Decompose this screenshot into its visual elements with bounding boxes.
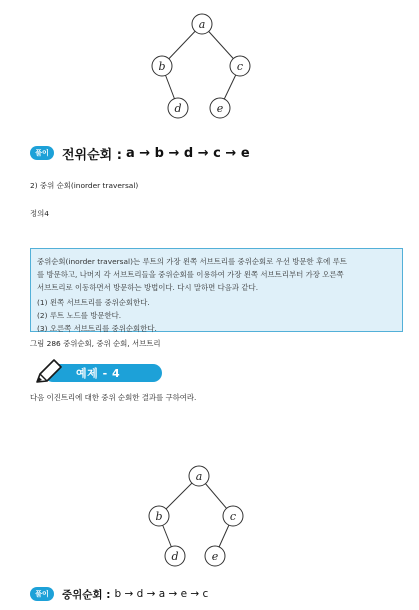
example-title: 예제 - 4 (76, 367, 121, 380)
tree-node-a (189, 466, 209, 486)
pencil-icon (34, 358, 64, 386)
node-label: c (229, 510, 237, 523)
tree-node-b (149, 506, 169, 526)
node-label: a (195, 470, 203, 483)
preorder-sequence: a → b → d → c → e (125, 145, 250, 161)
binary-tree-diagram-2 (137, 460, 267, 578)
preorder-result (30, 144, 250, 162)
preorder-label: 전위순회 : (62, 147, 122, 163)
definition-item: (2) 루트 노드를 방문한다. (37, 311, 122, 320)
definition-item: (1) 왼쪽 서브트리를 중위순회한다. (37, 298, 150, 307)
node-label: d (171, 550, 179, 563)
example-banner (34, 358, 164, 384)
tree-node-a (192, 14, 212, 34)
node-label: e (216, 102, 224, 115)
tree-node-d (168, 98, 188, 118)
definition-line: 중위순회(inorder traversal)는 루트의 가장 왼쪽 서브트리를 중위순회로 우선 방문한 후에 루트 (37, 257, 347, 266)
tree-node-d (165, 546, 185, 566)
definition-box (30, 248, 403, 332)
inorder-label: 중위순회 : (62, 588, 111, 601)
node-label: c (236, 60, 244, 73)
definition-label: 정의4 (30, 209, 49, 218)
node-label: b (158, 60, 166, 73)
figure-caption: 그림 286 중위순회, 중위 순회, 서브트리 (30, 339, 161, 348)
node-label: e (211, 550, 219, 563)
definition-item: (3) 오른쪽 서브트리를 중위순회한다. (37, 324, 157, 333)
tree-node-e (205, 546, 225, 566)
section-heading: 2) 중위 순회(inorder traversal) (30, 181, 139, 190)
definition-text (37, 255, 396, 294)
tree-node-c (223, 506, 243, 526)
node-label: d (174, 102, 182, 115)
tree-node-b (152, 56, 172, 76)
example-question: 다음 이진트리에 대한 중위 순회한 결과를 구하여라. (30, 393, 197, 402)
definition-line: 를 방문하고, 나머지 각 서브트리들을 중위순회를 이용하여 가장 왼쪽 서브트리부터 가장 오른쪽 (37, 270, 344, 279)
definition-line: 서브트리로 이동하면서 방문하는 방법이다. 다시 말하면 다음과 같다. (37, 283, 259, 292)
binary-tree-diagram-1 (140, 8, 270, 126)
tree-node-c (230, 56, 250, 76)
tree-node-e (210, 98, 230, 118)
solution-badge: 풀이 (30, 587, 54, 601)
inorder-sequence: b → d → a → e → c (114, 588, 209, 600)
inorder-result (30, 586, 208, 602)
node-label: a (198, 18, 206, 31)
node-label: b (155, 510, 163, 523)
solution-badge: 풀이 (30, 146, 54, 160)
